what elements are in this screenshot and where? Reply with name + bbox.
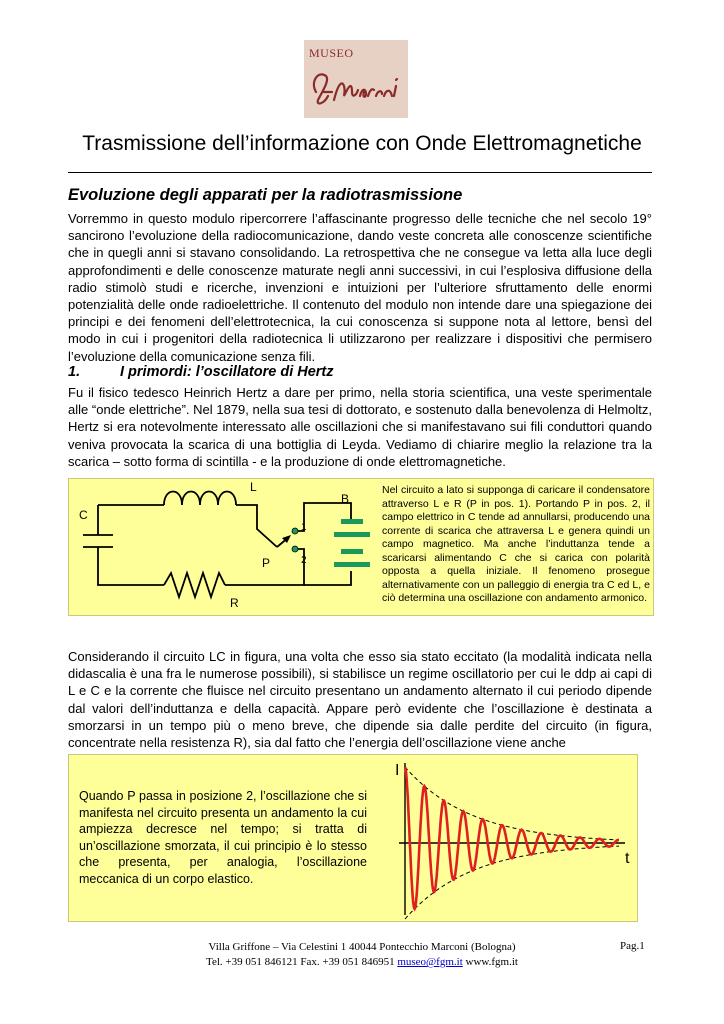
footer	[0, 940, 724, 970]
subsection-heading	[68, 364, 334, 380]
envelope-upper	[405, 767, 619, 840]
position-1-label: 1	[301, 522, 307, 533]
lc-paragraph: Considerando il circuito LC in figura, una volta che esso sia stato eccitato (la modalità indicata nella didascalia è una fra le numerose possibili), si stabilisce un regime oscillatorio per cui le ddp ai capi di L e C e la corrente che fluisce nel circuito presentano un andamento alternato il cui periodo dipende dal valori dell’induttanza e della capacità. Appare però evidente che l’oscillazione è destinata a smorzarsi in un tempo più o meno breve, che dipende sia dalle perdite del circuito (in figura, concentrate nella resistenza R), sia dal fatto che l’energia dell’oscillazione viene anche	[68, 649, 652, 751]
subsection-number: 1.	[68, 364, 81, 380]
email-link[interactable]: museo@fgm.it	[397, 956, 463, 968]
logo-text: MUSEO	[309, 46, 354, 60]
damped-caption: Quando P passa in posizione 2, l’oscillazione che si manifesta nel circuito presenta un andamento la cui ampiezza decresce nel tempo; si tratta di un’oscillazione smorzata, il cui principio è lo stesso che presenta, per analogia, l’oscillazione meccanica di un corpo elastico.	[79, 789, 367, 886]
hertz-paragraph: Fu il fisico tedesco Heinrich Hertz a dare per primo, nella storia scientifica, una veste sperimentale alle “onde elettriche”. Nel 1879, nella sua tesi di dottorato, e sostenuto dalla benevolenza di Helmoltz, Hertz si era notevolmente interessato alle oscillazioni che si manifestavano sui fili conduttori quando veniva provocata la scarica di una bottiglia di Leyda. Vediamo di chiarire meglio la relazione tra la scarica – sotto forma di scintilla - e la produzione di onde elettromagnetiche.	[68, 385, 652, 469]
lc-circuit-diagram	[69, 479, 379, 617]
page-title: Trasmissione dell’informazione con Onde Elettromagnetiche	[82, 132, 642, 155]
switch-label: P	[262, 556, 271, 570]
inductor-label: L	[250, 480, 257, 494]
signature-icon	[308, 62, 404, 112]
capacitor-label: C	[79, 508, 88, 522]
damped-oscillation-graph	[69, 755, 637, 921]
battery-label: B	[341, 492, 350, 506]
museum-logo	[304, 40, 408, 118]
damped-oscillation-box	[68, 754, 638, 922]
page-number: Pag.1	[620, 940, 645, 952]
position-2-label: 2	[301, 555, 307, 566]
title-divider	[68, 172, 652, 173]
footer-website: www.fgm.it	[462, 956, 518, 968]
footer-contacts	[0, 955, 724, 970]
time-axis-label: t	[625, 850, 630, 867]
footer-phone: Tel. +39 051 846121 Fax. +39 051 846951	[206, 956, 398, 968]
damped-wave	[405, 767, 619, 909]
footer-address: Villa Griffone – Via Celestini 1 40044 Pontecchio Marconi (Bologna)	[208, 941, 516, 953]
resistor-label: R	[230, 596, 239, 610]
subsection-title: I primordi: l’oscillatore di Hertz	[120, 364, 334, 380]
current-axis-label: I	[395, 762, 400, 779]
section-heading: Evoluzione degli apparati per la radiotrasmissione	[68, 186, 463, 204]
circuit-caption: Nel circuito a lato si supponga di caricare il condensatore attraverso L e R (P in pos. 1). Portando P in pos. 2, il campo elettrico in C tende ad annullarsi, producendo una corrente di scarica che attraversa L e genera quindi un campo magnetico. Ma anche l’induttanza tende a scaricarsi alimentando C che si carica con polarità opposta a quella iniziale. Il fenomeno prosegue alternativamente con un palleggio di energia tra C ed L, e ciò determina una oscillazione con andamento armonico.	[382, 484, 650, 604]
intro-paragraph: Vorremmo in questo modulo ripercorrere l’affascinante progresso delle tecniche che nel secolo 19° sancirono l’evoluzione della radiocomunicazione, dando veste concreta alle conoscenze scientifiche che in quegli anni si stavano consolidando. La retrospettiva che ne consegue va letta alla luce degli approfondimenti e delle conoscenze maturate negli anni successivi, in cui l’esplosiva diffusione della radio stimolò studi e ricerche, invenzioni e intuizioni per l’ulteriore sfruttamento delle enormi potenzialità delle onde radioelettriche. Il contenuto del modulo non intende dare una spiegazione dei principi e dei fenomeni dell’elettrotecnica, la cui conoscenza si suppone nota al lettore, bensì del modo in cui i progenitori della radiotecnica li utilizzarono per realizzare i dispositivi che permisero l’evoluzione della comunicazione senza fili.	[68, 211, 652, 364]
circuit-figure-box	[68, 478, 654, 616]
